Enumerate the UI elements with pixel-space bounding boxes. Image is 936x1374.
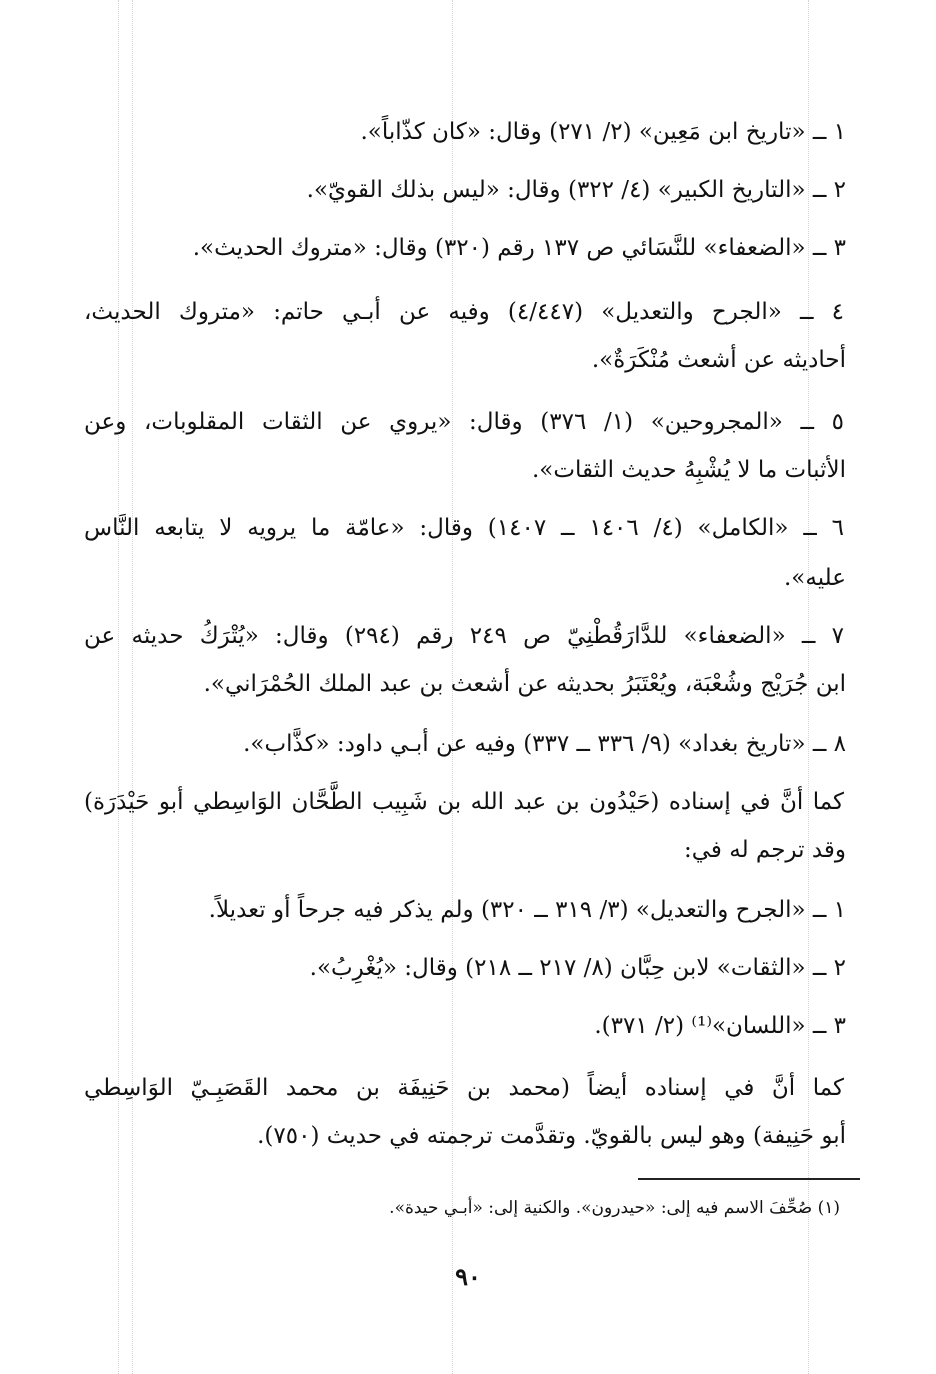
text-line: ٥ ــ «المجروحين» (١/ ٣٧٦) وقال: «يروي عن الثقات المقلوبات، وعن: [84, 409, 844, 435]
text-line: الأثبات ما لا يُشْبِهُ حديث الثقات».: [532, 457, 846, 483]
text-line: كما أنَّ في إسناده أيضاً (محمد بن حَنِيفَة بن محمد القَصَبِـيّ الوَاسِطي: [84, 1075, 844, 1101]
text-line: كما أنَّ في إسناده (حَيْدُون بن عبد الله بن شَبِيب الطَّحَّان الوَاسِطي أبو حَيْدَرَة): [84, 789, 844, 815]
text-line: ٨ ــ «تاريخ بغداد» (٩/ ٣٣٦ ــ ٣٣٧) وفيه عن أبـي داود: «كذَّاب».: [243, 731, 846, 757]
text-line: ٧ ــ «الضعفاء» للدَّارَقُطْنِيّ ص ٢٤٩ رقم (٢٩٤) وقال: «يُتْرَكُ حديثه عن: [84, 623, 844, 649]
text-line: ١ ــ «الجرح والتعديل» (٣/ ٣١٩ ــ ٣٢٠) ولم يذكر فيه جرحاً أو تعديلاً.: [208, 897, 846, 923]
text-line: ٢ ــ «الثقات» لابن حِبَّان (٨/ ٢١٧ ــ ٢١٨) وقال: «يُغْرِبُ».: [309, 955, 846, 981]
text-line: ابن جُرَيْج وشُعْبَة، ويُعْتَبَرُ بحديثه عن أشعث بن عبد الملك الحُمْرَاني».: [203, 671, 846, 697]
text-line: ٢ ــ «التاريخ الكبير» (٤/ ٣٢٢) وقال: «ليس بذلك القويّ».: [306, 177, 846, 203]
text-line: ٣ ــ «الضعفاء» للنَّسَائي ص ١٣٧ رقم (٣٢٠) وقال: «متروك الحديث».: [192, 235, 846, 261]
text-line: ٦ ــ «الكامل» (٤/ ١٤٠٦ ــ ١٤٠٧) وقال: «عامّة ما يرويه لا يتابعه النَّاس: [84, 515, 844, 541]
page-number: ٩٠: [455, 1262, 481, 1291]
footnote: (١) صُحِّفَ الاسم فيه إلى: «حيدرون». والكنية إلى: «أبـي حيدة».: [389, 1198, 840, 1218]
footnote-divider: [638, 1178, 860, 1180]
text-line: ٣ ــ «اللسان»⁽¹⁾ (٢/ ٣٧١).: [594, 1013, 846, 1039]
text-line: ٤ ــ «الجرح والتعديل» (٤/٤٤٧) وفيه عن أبـي حاتم: «متروك الحديث،: [84, 299, 844, 325]
text-line: ١ ــ «تاريخ ابن مَعِين» (٢/ ٢٧١) وقال: «كان كذّاباً».: [360, 119, 846, 145]
text-line: أبو حَنِيفة) وهو ليس بالقويّ. وتقدَّمت ترجمته في حديث (٧٥٠).: [257, 1123, 846, 1149]
text-line: وقد ترجم له في:: [684, 837, 846, 863]
text-line: أحاديثه عن أشعث مُنْكَرَةٌ».: [591, 347, 846, 373]
text-line: عليه».: [784, 565, 846, 591]
